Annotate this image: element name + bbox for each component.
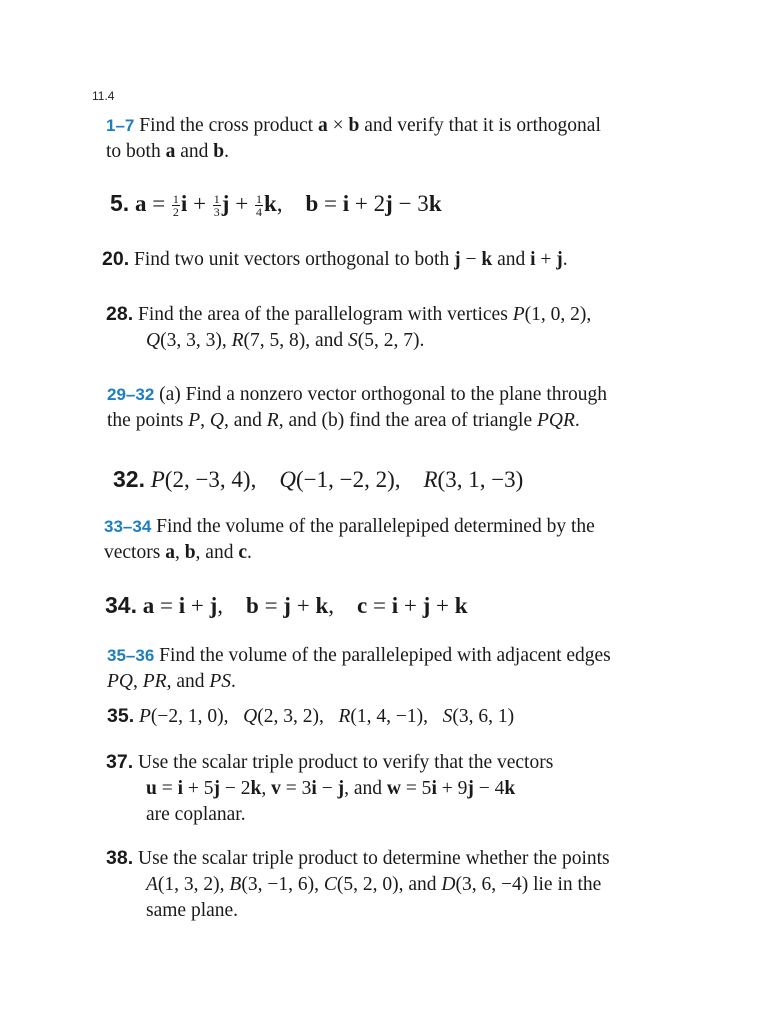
instruction-1-7-line2: to both a and b. — [106, 141, 229, 162]
fraction-one-half: $\frac{1}{2}$ — [172, 192, 179, 220]
problem-38-line1: 38. Use the scalar triple product to determine whether the points — [106, 847, 610, 869]
instruction-35-36-line1: 35–36 Find the volume of the parallelepiped with adjacent edges — [107, 645, 611, 666]
problem-34: 34. a = i + j, b = j + k, c = i + j + k — [105, 592, 468, 618]
instruction-1-7 — [106, 113, 601, 165]
section-label: 11.4 — [92, 89, 115, 103]
instruction-33-34-line1: 33–34 Find the volume of the parallelepiped determined by the — [104, 516, 595, 537]
problem-range-1-7: 1–7 — [106, 116, 135, 135]
problem-37-line2: u = i + 5j − 2k, v = 3i − j, and w = 5i + 9j − 4k — [146, 778, 516, 799]
problem-5: 5. a = $\frac{1}{2}$ i + $\frac{1}{3}$ j + $\frac{1}{4}$ k, b = i + 2j − 3k — [110, 190, 442, 220]
problem-37-line3: are coplanar. — [146, 804, 246, 825]
problem-28-line1: 28. Find the area of the parallelogram with vertices P(1, 0, 2), — [106, 303, 592, 325]
problem-number: 28. — [106, 303, 134, 325]
instruction-29-32 — [107, 382, 607, 434]
fraction-one-third: $\frac{1}{3}$ — [213, 192, 220, 220]
instruction-29-32-line2: the points P, Q, and R, and (b) find the area of triangle PQR. — [107, 410, 580, 431]
problem-38 — [106, 845, 610, 924]
problem-37-line1: 37. Use the scalar triple product to verify that the vectors — [106, 751, 554, 773]
instruction-33-34-line2: vectors a, b, and c. — [104, 542, 252, 563]
fraction-one-quarter: $\frac{1}{4}$ — [255, 192, 262, 220]
problem-38-line3: same plane. — [146, 900, 239, 921]
problem-number: 38. — [106, 847, 134, 869]
problem-number: 5. — [110, 190, 130, 216]
instruction-33-34 — [104, 514, 595, 566]
instruction-35-36 — [107, 643, 611, 695]
problem-range-35-36: 35–36 — [107, 646, 155, 665]
problem-38-line2: A(1, 3, 2), B(3, −1, 6), C(5, 2, 0), and D(3, 6, −4) lie in the — [146, 874, 602, 895]
problem-28-line2: Q(3, 3, 3), R(7, 5, 8), and S(5, 2, 7). — [146, 330, 425, 351]
problem-28 — [106, 301, 591, 354]
problem-number: 32. — [113, 466, 145, 492]
problem-number: 20. — [102, 248, 130, 270]
problem-number: 37. — [106, 751, 134, 773]
problem-20: 20. Find two unit vectors orthogonal to both j − k and i + j. — [102, 248, 568, 270]
problem-32: 32. P(2, −3, 4), Q(−1, −2, 2), R(3, 1, −3) — [113, 466, 524, 492]
problem-range-29-32: 29–32 — [107, 385, 155, 404]
problem-35: 35. P(−2, 1, 0), Q(2, 3, 2), R(1, 4, −1), S(3, 6, 1) — [107, 705, 515, 727]
problem-number: 34. — [105, 592, 137, 618]
problem-range-33-34: 33–34 — [104, 517, 152, 536]
instruction-29-32-line1: 29–32 (a) Find a nonzero vector orthogonal to the plane through — [107, 384, 607, 405]
instruction-35-36-line2: PQ, PR, and PS. — [107, 671, 236, 692]
problem-37 — [106, 749, 553, 828]
instruction-1-7-line1: 1–7 Find the cross product a × b and verify that it is orthogonal — [106, 115, 601, 136]
problem-number: 35. — [107, 705, 135, 727]
